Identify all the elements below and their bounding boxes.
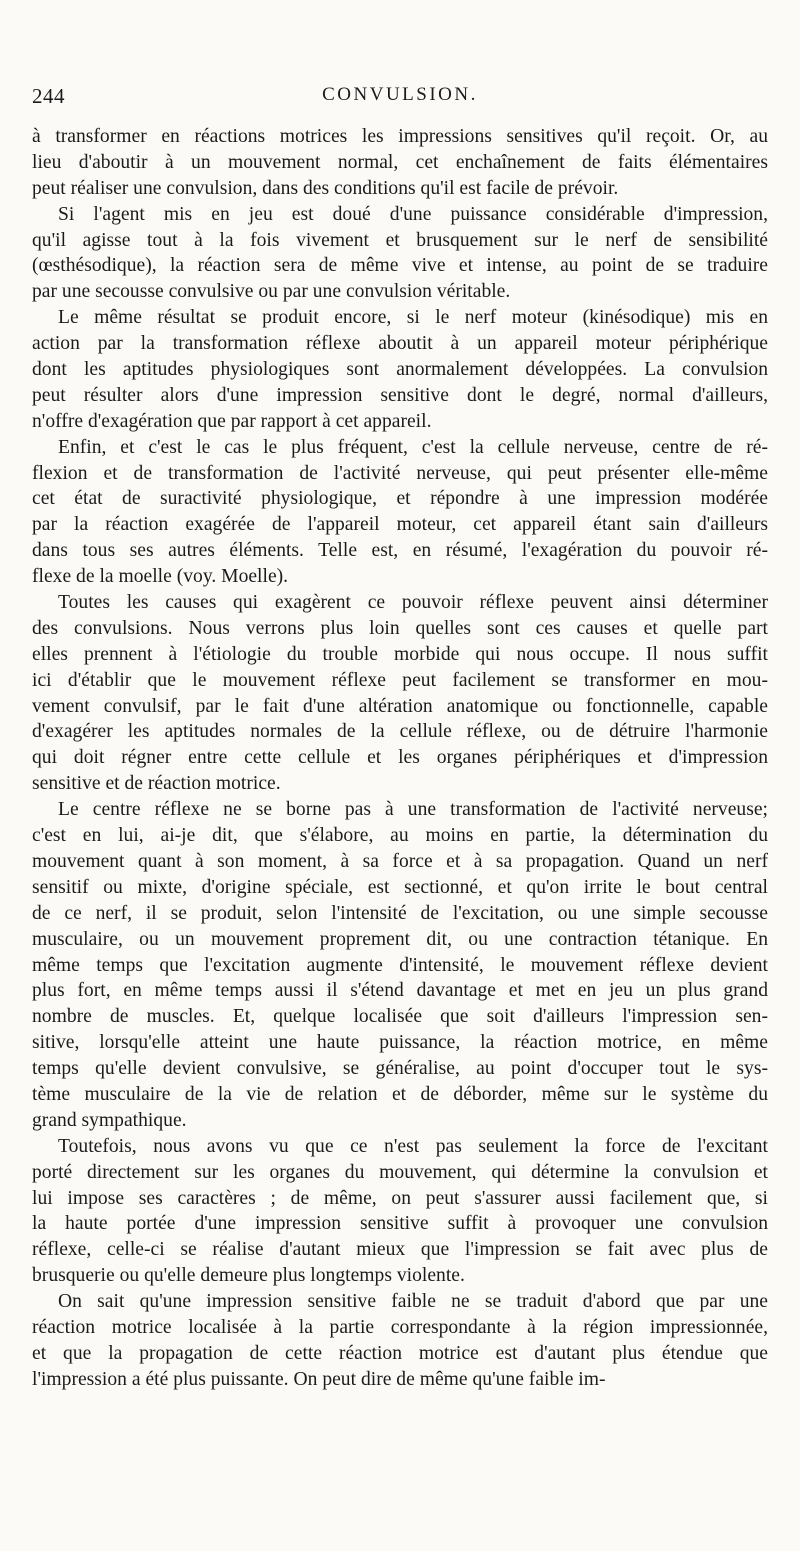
text-line: Si l'agent mis en jeu est doué d'une puissance considérable d'impression, [58,203,768,225]
text-line: même temps que l'excitation augmente d'intensité, le mouvement réflexe devient [32,954,768,976]
text-line: brusquerie ou qu'elle demeure plus longtemps violente. [32,1265,465,1287]
text-line: Toutes les causes qui exagèrent ce pouvoir réflexe peuvent ainsi déterminer [58,592,768,614]
text-line: vement convulsif, par le fait d'une altération anatomique ou fonctionnelle, capable [32,695,768,717]
text-line: sensitive et de réaction motrice. [32,773,281,795]
text-line: d'exagérer les aptitudes normales de la cellule réflexe, ou de détruire l'harmonie [32,721,768,743]
page-number: 244 [32,84,65,108]
text-line: dont les aptitudes physiologiques sont anormalement développées. La convulsion [32,359,768,381]
text-line: plus fort, en même temps aussi il s'étend davantage et met en jeu un plus grand [32,980,768,1002]
text-line: et que la propagation de cette réaction motrice est d'autant plus étendue que [32,1342,768,1364]
text-line: n'offre d'exagération que par rapport à cet appareil. [32,410,432,432]
text-line: la haute portée d'une impression sensitive suffit à provoquer une convulsion [32,1213,768,1235]
text-line: c'est en lui, ai-je dit, que s'élabore, au moins en partie, la détermination du [32,825,768,847]
text-line: cet état de suractivité physiologique, et répondre à une impression modérée [32,488,768,510]
text-line: musculaire, ou un mouvement proprement dit, ou une contraction tétanique. En [32,928,768,950]
text-line: ici d'établir que le mouvement réflexe peut facilement se transformer en mou- [32,669,768,691]
text-line: Toutefois, nous avons vu que ce n'est pas seulement la force de l'excitant [58,1135,768,1157]
text-line: flexe de la moelle (voy. Moelle). [32,566,289,588]
text-line: elles prennent à l'étiologie du trouble morbide qui nous occupe. Il nous suffit [32,643,768,665]
text-line: porté directement sur les organes du mouvement, qui détermine la convulsion et [32,1161,768,1183]
text-line: Le même résultat se produit encore, si le nerf moteur (kinésodique) mis en [58,307,768,329]
text-line: par une secousse convulsive ou par une convulsion véritable. [32,281,511,303]
text-line: peut réaliser une convulsion, dans des conditions qu'il est facile de prévoir. [32,177,619,199]
text-line: l'impression a été plus puissante. On peut dire de même qu'une faible im- [32,1368,606,1390]
page-header [32,84,768,114]
text-line: par la réaction exagérée de l'appareil moteur, cet appareil étant sain d'ailleurs [32,514,768,536]
text-line: lui impose ses caractères ; de même, on peut s'assurer aussi facilement que, si [32,1187,768,1209]
text-line: On sait qu'une impression sensitive faible ne se traduit d'abord que par une [58,1291,768,1313]
text-line: tème musculaire de la vie de relation et de déborder, même sur le système du [32,1083,768,1105]
text-line: sitive, lorsqu'elle atteint une haute puissance, la réaction motrice, en même [32,1032,768,1054]
paragraph [32,590,768,797]
text-line: qui doit régner entre cette cellule et les organes périphériques et d'impression [32,747,768,769]
text-line: réaction motrice localisée à la partie correspondante à la région impressionnée, [32,1316,768,1338]
body-text [32,124,768,1393]
paragraph [32,202,768,306]
paragraph [32,305,768,434]
running-title: CONVULSION. [322,84,478,105]
text-line: Le centre réflexe ne se borne pas à une transformation de l'activité nerveuse; [58,799,768,821]
text-line: nombre de muscles. Et, quelque localisée que soit d'ailleurs l'impression sen- [32,1006,768,1028]
paragraph [32,797,768,1134]
text-line: de ce nerf, il se produit, selon l'intensité de l'excitation, ou une simple secousse [32,902,768,924]
text-line: qu'il agisse tout à la fois vivement et brusquement sur le nerf de sensibilité [32,229,768,251]
text-line: peut résulter alors d'une impression sensitive dont le degré, normal d'ailleurs, [32,384,768,406]
text-line: Enfin, et c'est le cas le plus fréquent, c'est la cellule nerveuse, centre de ré- [58,436,768,458]
paragraph [32,435,768,590]
text-line: flexion et de transformation de l'activité nerveuse, qui peut présenter elle-même [32,462,768,484]
text-line: sensitif ou mixte, d'origine spéciale, est sectionné, et qu'on irrite le bout central [32,876,768,898]
paragraph [32,124,768,202]
text-line: mouvement quant à son moment, à sa force et à sa propagation. Quand un nerf [32,850,768,872]
text-line: lieu d'aboutir à un mouvement normal, cet enchaînement de faits élémentaires [32,151,768,173]
text-line: réflexe, celle-ci se réalise d'autant mieux que l'impression se fait avec plus de [32,1239,768,1261]
text-line: temps qu'elle devient convulsive, se généralise, au point d'occuper tout le sys- [32,1058,768,1080]
text-line: dans tous ses autres éléments. Telle est, en résumé, l'exagération du pouvoir ré- [32,540,768,562]
paragraph [32,1289,768,1393]
text-line: à transformer en réactions motrices les impressions sensitives qu'il reçoit. Or, au [32,126,768,147]
text-line: grand sympathique. [32,1109,187,1131]
text-line: action par la transformation réflexe aboutit à un appareil moteur périphérique [32,333,768,355]
text-line: (œsthésodique), la réaction sera de même vive et intense, au point de se traduire [32,255,768,277]
paragraph [32,1134,768,1289]
text-line: des convulsions. Nous verrons plus loin quelles sont ces causes et quelle part [32,617,768,639]
